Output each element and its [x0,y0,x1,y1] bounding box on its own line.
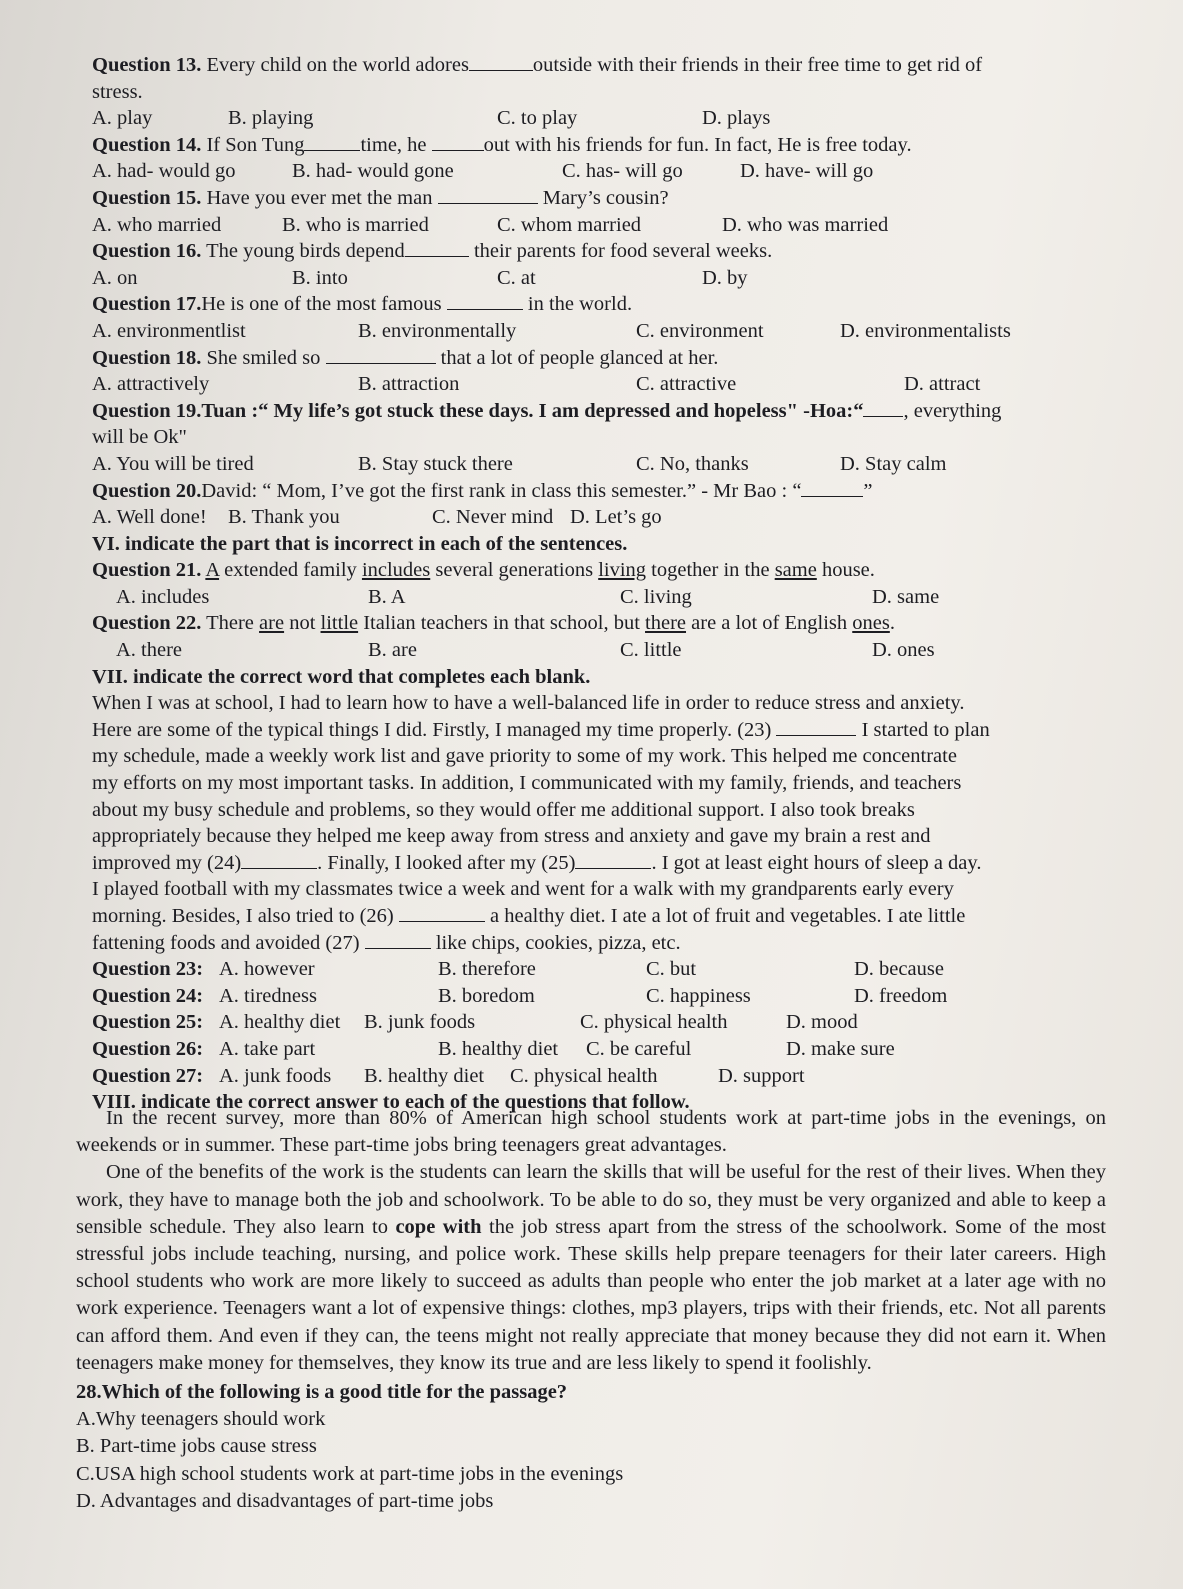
question-22-stem: Question 22. There are not little Italian teachers in that school, but there are a lot of English ones. [92,612,895,635]
option-d[interactable]: D. mood [786,1011,858,1034]
option-d[interactable]: D. have- will go [740,160,874,183]
answer-blank [575,850,651,869]
option-b[interactable]: B. who is married [282,213,429,236]
question-23: Question 23: A. however B. therefore C. but D. because [92,956,1102,983]
option-b[interactable]: B. attraction [358,373,460,396]
option-a[interactable]: A. on [92,266,138,289]
option-a[interactable]: A. includes [116,585,210,608]
option-b[interactable]: B. Stay stuck there [358,452,513,475]
question-21-stem: Question 21. A extended family includes several generations living together in the same house. [92,559,875,582]
option-a[interactable]: A. take part [219,1037,316,1060]
option-c[interactable]: C. be careful [586,1037,692,1060]
option-d[interactable]: D. Let’s go [570,506,662,529]
option-b[interactable]: B. boredom [438,984,535,1007]
question-22-options [92,637,1102,664]
question-15-options [92,212,1102,239]
option-b[interactable]: B. environmentally [358,319,517,342]
option-d[interactable]: D. make sure [786,1037,895,1060]
option-b[interactable]: B. A [368,585,406,608]
question-13-stem: Question 13. Every child on the world adores outside with their friends in their free time to get rid of [92,54,983,76]
option-d[interactable]: D. Stay calm [840,452,947,475]
answer-blank [241,850,317,869]
question-18-options [92,371,1102,398]
answer-blank [863,398,903,417]
question-19-options [92,451,1102,478]
option-a[interactable]: A. junk foods [219,1064,332,1087]
question-16-options [92,265,1102,292]
option-d[interactable]: D. attract [904,373,981,396]
passage-paragraph-2: One of the benefits of the work is the students can learn the skills that will be useful for the rest of their lives. When they work, they have to manage both the job and schoolwork. To be able to do so, they must be very organized and able to keep a sensible schedule. They also learn to cope with the job stress apart from the stress of the schoolwork. Some of the most stressful jobs include teaching, nursing, and police work. These skills help prepare teenagers for their later careers. High school students who work are more likely to succeed as adults than people who enter the job market at a later age with no work experience. Teenagers want a lot of expensive things: clothes, mp3 players, trips with their friends, etc. Not all parents can afford them. And even if they can, the teens might not really appreciate that money because they did not earn it. When teenagers make money for themselves, they know its true and are less likely to spend it foolishly. [76,1161,1107,1374]
answer-blank [432,132,484,151]
option-a[interactable]: A. attractively [92,373,210,396]
answer-blank [447,291,523,310]
option-c[interactable]: C. Never mind [432,506,554,529]
option-d[interactable]: D. ones [872,639,935,662]
option-c[interactable]: C. little [620,639,682,662]
option-b[interactable]: B. are [368,639,417,662]
option-a[interactable]: A. play [92,107,153,130]
option-c[interactable]: C. to play [497,107,578,130]
option-b[interactable]: B. healthy diet [364,1064,485,1087]
option-c[interactable]: C. happiness [646,984,751,1007]
reading-passage [76,1105,1106,1515]
answer-blank [399,903,485,922]
answer-blank [469,52,533,71]
question-27: Question 27: A. junk foods B. healthy diet C. physical health D. support [92,1063,1102,1090]
option-d[interactable]: D. same [872,585,940,608]
question-15-stem: Question 15. Have you ever met the man Mary’s cousin? [92,186,669,209]
option-c[interactable]: C. physical health [580,1011,728,1034]
option-a[interactable]: A. there [116,639,183,662]
option-d[interactable]: D. because [854,958,944,981]
answer-blank [776,717,856,736]
section-6-heading: VI. indicate the part that is incorrect in each of the sentences. [92,532,628,555]
option-d[interactable]: D. freedom [854,984,948,1007]
option-a[interactable]: A. had- would go [92,160,236,183]
option-b[interactable]: B. Thank you [228,506,340,529]
question-25: Question 25: A. healthy diet B. junk foods C. physical health D. mood [92,1009,1102,1036]
option-c[interactable]: C. has- will go [562,160,683,183]
option-a[interactable]: A. You will be tired [92,452,254,475]
option-b[interactable]: B. had- would gone [292,160,454,183]
option-a[interactable]: A. tiredness [219,984,317,1007]
option-a[interactable]: A. who married [92,213,222,236]
answer-blank [438,185,538,204]
question-24: Question 24: A. tiredness B. boredom C. happiness D. freedom [92,983,1102,1010]
exercise-content: Question 13. Every child on the world adores outside with their friends in their free time to get rid of stress. A. play B. playing C. to play D. plays Question 14. If Son Tung time, he out with his friends for fun. In fact, He is free today. A. had- would go B. had- would gone C. has- will go D. have- will go Question 15. Have you ever met the man Mary’s cousin? A. who married B. who is married C. whom married D. who was married Question 16. The young birds depend their parents for food several weeks. A. on B. into C. at D. by Question 17.He is one of the most famous in the world. A. environmentlist B. environmentally C. environment D. environmentalists Question 18. She smiled so that a lot of people glanced at her. A. attractively B. attraction C. attractive D. attract Question 19.Tuan :“ My life’s got stuck these days. I am depressed and hopeless" -Hoa:“ , everything will be Ok" A. You will be tired B. Stay stuck there C. No, thanks D. Stay calm Question 20.David: “ Mom, I’ve got the first rank in class this semester.” - Mr Bao : “ ” A. Well done! B. Thank you C. Never mind D. Let’s go VI. indicate the part that is incorrect in each of the sentences. Question 21. A extended family includes several generations living together in the same house. A. includes B. A C. living D. same Question 22. There are not little Italian teachers in that school, but there are a lot of English ones. A. there B. are C. little D. ones VII. indicate the correct word that completes each blank. When I was at school, I had to learn how to have a well-balanced life in order to reduce stress and anxiety. Here are some of the typical things I did. Firstly, I managed my time properly. (23) I started to plan my schedule, made a weekly work list and gave priority to some of my work. This helped me concentrate my efforts on my most important tasks. In addition, I communicated with my family, friends, and teachers about my busy schedule and problems, so they would offer me additional support. I also took breaks appropriately because they helped me keep away from stress and anxiety and gave my brain a rest and improved my (24) . Finally, I looked after my (25) . I got at least eight hours of sleep a day. I played football with my classmates twice a week and went for a walk with my grandparents early every morning. Besides, I also tried to (26) a healthy diet. I ate a lot of fruit and vegetables. I ate little fattening foods and avoided (27) like chips, cookies, pizza, etc. Question 23: A. however B. therefore C. but D. because Question 24: A. tiredness B. boredom C. happiness D. freedom Question 25: A. healthy diet B. junk foods C. physical health D. mood Question 26: A. take part B. healthy diet C. be careful D. make sure Question 27: A. junk foods B. healthy diet C. physical health D. support VIII. indicate the correct answer to each of the questions that follow. [92,52,1102,1116]
passage-paragraph-1: In the recent survey, more than 80% of American high school students work at part-time jobs in the evenings, on weekends or in summer. These part-time jobs bring teenagers great advantages. [76,1107,1106,1157]
option-b[interactable]: B. playing [228,107,314,130]
question-28-stem: 28.Which of the following is a good title for the passage? [76,1381,568,1404]
answer-blank [405,238,469,257]
option-c[interactable]: C. No, thanks [636,452,749,475]
option-d[interactable]: D. environmentalists [840,319,1011,342]
question-17-options [92,318,1102,345]
question-18-stem: Question 18. She smiled so that a lot of people glanced at her. [92,346,719,369]
question-16-stem: Question 16. The young birds depend their parents for food several weeks. [92,240,773,263]
option-c[interactable]: C. physical health [510,1064,658,1087]
option-a[interactable]: A.Why teenagers should work [76,1408,326,1431]
option-c[interactable]: C. attractive [636,373,737,396]
question-14-options [92,158,1102,185]
answer-blank [304,132,360,151]
question-17-stem: Question 17.He is one of the most famous in the world. [92,293,633,316]
option-a[interactable]: A. environmentlist [92,319,246,342]
option-c[interactable]: C. whom married [497,213,642,236]
option-c[interactable]: C. living [620,585,692,608]
option-b[interactable]: B. into [292,266,348,289]
section-8-heading: VIII. indicate the correct answer to each of the questions that follow. [92,1091,690,1114]
option-c[interactable]: C. environment [636,319,764,342]
question-19-stem: Question 19.Tuan :“ My life’s got stuck these days. I am depressed and hopeless" -Hoa:“ , everything [92,399,1002,422]
question-14-stem: Question 14. If Son Tung time, he out with his friends for fun. In fact, He is free today. [92,133,912,156]
option-d[interactable]: D. Advantages and disadvantages of part-time jobs [76,1489,494,1512]
option-d[interactable]: D. by [702,266,748,289]
option-c[interactable]: C. but [646,958,697,981]
option-a[interactable]: A. healthy diet [219,1011,341,1034]
option-c[interactable]: C. at [497,266,536,289]
option-b[interactable]: B. Part-time jobs cause stress [76,1435,317,1458]
answer-blank [801,478,863,497]
option-d[interactable]: D. who was married [722,213,889,236]
option-d[interactable]: D. plays [702,107,771,130]
section-7-heading: VII. indicate the correct word that completes each blank. [92,665,591,688]
option-d[interactable]: D. support [718,1064,805,1087]
answer-blank [326,345,436,364]
option-c[interactable]: C.USA high school students work at part-time jobs in the evenings [76,1462,624,1485]
question-13-options [92,105,1102,132]
option-a[interactable]: A. Well done! [92,506,207,529]
option-b[interactable]: B. therefore [438,958,536,981]
option-b[interactable]: B. junk foods [364,1011,476,1034]
question-26: Question 26: A. take part B. healthy diet C. be careful D. make sure [92,1036,1102,1063]
question-20-stem: Question 20.David: “ Mom, I’ve got the first rank in class this semester.” - Mr Bao : “ ” [92,479,873,502]
answer-blank [365,930,431,949]
question-21-options [92,584,1102,611]
option-a[interactable]: A. however [219,958,315,981]
question-20-options [92,504,1102,531]
option-b[interactable]: B. healthy diet [438,1037,559,1060]
